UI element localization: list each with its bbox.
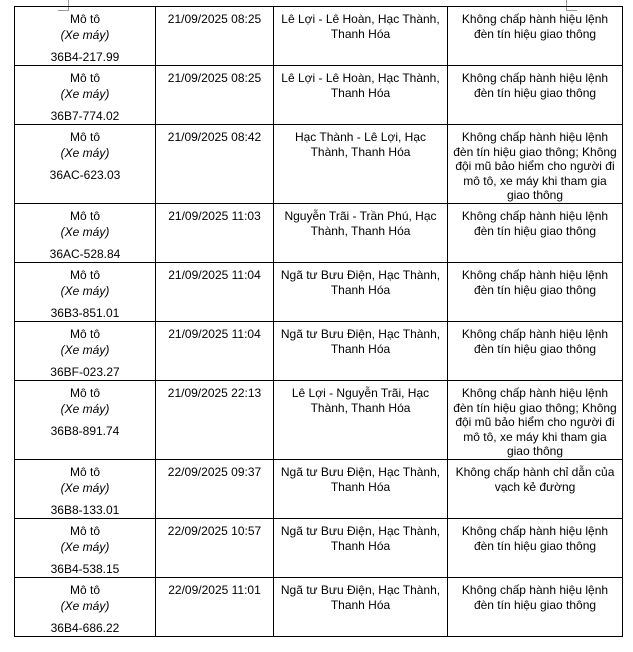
vehicle-type: Mô tô xyxy=(69,71,100,85)
license-plate: 36B4-686.22 xyxy=(50,621,120,635)
time-cell: 21/09/2025 08:25 xyxy=(156,66,274,125)
vehicle-subtype: (Xe máy) xyxy=(60,283,110,298)
vehicle-cell xyxy=(15,322,156,381)
vehicle-type: Mô tô xyxy=(69,209,100,223)
vehicle-subtype: (Xe máy) xyxy=(60,342,110,357)
table-row xyxy=(15,125,623,204)
time-cell: 21/09/2025 22:13 xyxy=(156,381,274,460)
location-cell: Ngã tư Bưu Điện, Hạc Thành, Thanh Hóa xyxy=(274,519,448,578)
license-plate: 36B4-217.99 xyxy=(50,50,120,64)
vehicle-cell xyxy=(15,125,156,204)
location-cell: Lê Lợi - Lê Hoàn, Hạc Thành, Thanh Hóa xyxy=(274,7,448,66)
location-cell: Lê Lợi - Nguyễn Trãi, Hạc Thành, Thanh Hóa xyxy=(274,381,448,460)
violation-cell: Không chấp hành hiệu lệnh đèn tín hiệu giao thông xyxy=(448,578,623,637)
violation-cell: Không chấp hành hiệu lệnh đèn tín hiệu giao thông; Không đội mũ bảo hiểm cho người đi mô tô, xe máy khi tham gia giao thông xyxy=(448,125,623,204)
vehicle-cell xyxy=(15,7,156,66)
vehicle-cell xyxy=(15,519,156,578)
vehicle-cell xyxy=(15,578,156,637)
vehicle-type: Mô tô xyxy=(69,268,100,282)
table-row xyxy=(15,460,623,519)
violation-cell: Không chấp hành chỉ dẫn của vạch kẻ đường xyxy=(448,460,623,519)
location-cell: Hạc Thành - Lê Lợi, Hạc Thành, Thanh Hóa xyxy=(274,125,448,204)
location-cell: Ngã tư Bưu Điện, Hạc Thành, Thanh Hóa xyxy=(274,263,448,322)
table-row xyxy=(15,519,623,578)
table-row xyxy=(15,322,623,381)
table-row xyxy=(15,7,623,66)
vehicle-type: Mô tô xyxy=(69,386,100,400)
location-cell: Nguyễn Trãi - Trần Phú, Hạc Thành, Thanh Hóa xyxy=(274,204,448,263)
vehicle-type: Mô tô xyxy=(69,465,100,479)
table-row xyxy=(15,263,623,322)
location-cell: Ngã tư Bưu Điện, Hạc Thành, Thanh Hóa xyxy=(274,322,448,381)
license-plate: 36B7-774.02 xyxy=(50,109,120,123)
vehicle-cell xyxy=(15,204,156,263)
vehicle-type: Mô tô xyxy=(69,130,100,144)
time-cell: 21/09/2025 11:03 xyxy=(156,204,274,263)
time-cell: 22/09/2025 11:01 xyxy=(156,578,274,637)
vehicle-cell xyxy=(15,460,156,519)
time-cell: 22/09/2025 10:57 xyxy=(156,519,274,578)
license-plate: 36AC-528.84 xyxy=(49,247,121,261)
vehicle-type: Mô tô xyxy=(69,583,100,597)
license-plate: 36B3-851.01 xyxy=(50,306,120,320)
vehicle-subtype: (Xe máy) xyxy=(60,86,110,101)
violation-cell: Không chấp hành hiệu lệnh đèn tín hiệu giao thông xyxy=(448,66,623,125)
time-cell: 21/09/2025 11:04 xyxy=(156,263,274,322)
vehicle-type: Mô tô xyxy=(69,12,100,26)
violation-cell: Không chấp hành hiệu lệnh đèn tín hiệu giao thông xyxy=(448,263,623,322)
vehicle-cell xyxy=(15,263,156,322)
location-cell: Ngã tư Bưu Điện, Hạc Thành, Thanh Hóa xyxy=(274,460,448,519)
license-plate: 36B8-133.01 xyxy=(50,503,120,517)
violations-table xyxy=(14,6,623,637)
vehicle-type: Mô tô xyxy=(69,524,100,538)
violation-cell: Không chấp hành hiệu lệnh đèn tín hiệu giao thông xyxy=(448,204,623,263)
table-row xyxy=(15,381,623,460)
license-plate: 36AC-623.03 xyxy=(49,168,121,182)
violation-cell: Không chấp hành hiệu lệnh đèn tín hiệu giao thông xyxy=(448,7,623,66)
vehicle-subtype: (Xe máy) xyxy=(60,145,110,160)
time-cell: 21/09/2025 08:42 xyxy=(156,125,274,204)
violation-cell: Không chấp hành hiệu lệnh đèn tín hiệu giao thông xyxy=(448,322,623,381)
vehicle-cell xyxy=(15,381,156,460)
vehicle-subtype: (Xe máy) xyxy=(60,401,110,416)
table-row xyxy=(15,66,623,125)
table-row xyxy=(15,204,623,263)
time-cell: 21/09/2025 11:04 xyxy=(156,322,274,381)
vehicle-subtype: (Xe máy) xyxy=(60,27,110,42)
table-row xyxy=(15,578,623,637)
vehicle-subtype: (Xe máy) xyxy=(60,598,110,613)
license-plate: 36B8-891.74 xyxy=(50,424,120,438)
vehicle-type: Mô tô xyxy=(69,327,100,341)
location-cell: Lê Lợi - Lê Hoàn, Hạc Thành, Thanh Hóa xyxy=(274,66,448,125)
time-cell: 21/09/2025 08:25 xyxy=(156,7,274,66)
time-cell: 22/09/2025 09:37 xyxy=(156,460,274,519)
vehicle-cell xyxy=(15,66,156,125)
violation-cell: Không chấp hành hiệu lệnh đèn tín hiệu giao thông xyxy=(448,519,623,578)
license-plate: 36BF-023.27 xyxy=(50,365,120,379)
license-plate: 36B4-538.15 xyxy=(50,562,120,576)
vehicle-subtype: (Xe máy) xyxy=(60,480,110,495)
vehicle-subtype: (Xe máy) xyxy=(60,539,110,554)
violations-table-body xyxy=(15,7,623,637)
violation-cell: Không chấp hành hiệu lệnh đèn tín hiệu giao thông; Không đội mũ bảo hiểm cho người đi mô tô, xe máy khi tham gia giao thông xyxy=(448,381,623,460)
vehicle-subtype: (Xe máy) xyxy=(60,224,110,239)
location-cell: Ngã tư Bưu Điện, Hạc Thành, Thanh Hóa xyxy=(274,578,448,637)
